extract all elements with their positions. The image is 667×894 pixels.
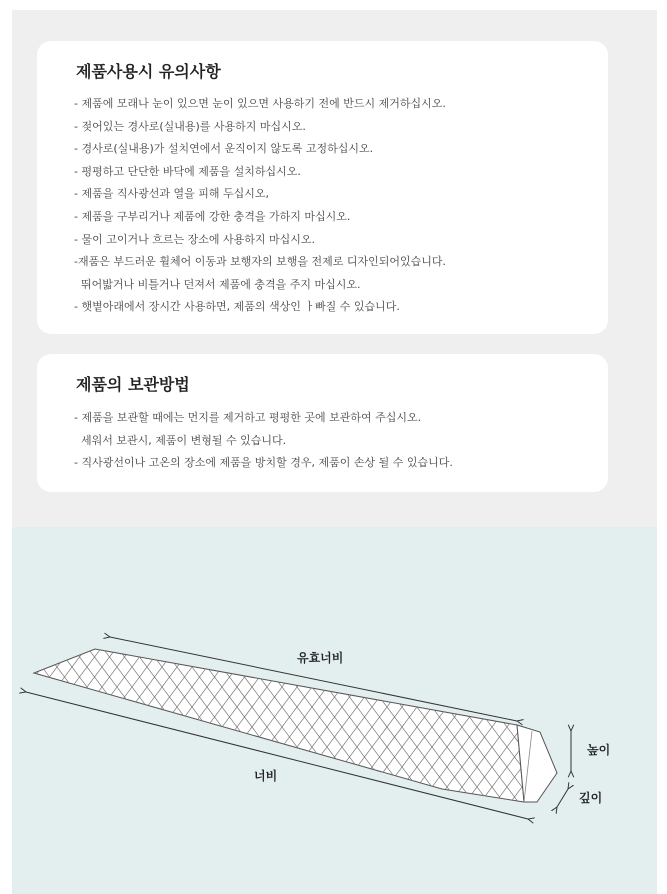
depth-arrow [557, 789, 568, 807]
ramp-dimension-diagram [12, 527, 657, 894]
usage-line: - 물이 고이거나 흐르는 장소에 사용하지 마십시오. [74, 232, 315, 246]
storage-line: - 제품을 보관할 때에는 먼지를 제거하고 평평한 곳에 보관하여 주십시오. [74, 411, 422, 424]
depth-label: 깊이 [579, 791, 603, 805]
effective-width-label: 유효너비 [297, 651, 344, 665]
usage-precautions-card [37, 41, 608, 334]
storage-method-title: 제품의 보관방법 [76, 375, 190, 394]
width-label: 너비 [254, 769, 278, 783]
info-section [12, 10, 657, 527]
height-label: 높이 [587, 743, 611, 757]
ramp-end-cap [517, 725, 557, 802]
usage-line: 뛰어밟거나 비틀거나 던져서 제품에 충격을 주지 마십시오. [74, 277, 361, 291]
usage-line: - 햇볕아래에서 장시간 사용하면, 제품의 색상인 ㅏ빠질 수 있습니다. [74, 300, 400, 314]
storage-method-card [37, 354, 608, 492]
usage-line: - 젖어있는 경사로(실내용)를 사용하지 마십시오. [74, 119, 306, 133]
storage-method-list [74, 407, 453, 475]
usage-precautions-title: 제품사용시 유의사항 [76, 62, 221, 81]
storage-line: 세워서 보관시, 제품이 변형될 수 있습니다. [74, 433, 287, 447]
storage-line: - 직사광선이나 고온의 장소에 제품을 방치할 경우, 제품이 손상 될 수 있습니다. [74, 456, 453, 470]
usage-precautions-list [74, 93, 446, 319]
ramp-dimension-section [12, 527, 657, 894]
ramp-top-surface [12, 527, 657, 894]
usage-line: - 제품을 직사광선과 열을 피해 두십시오, [74, 187, 269, 201]
usage-line: - 평평하고 단단한 바닥에 제품을 설치하십시오. [74, 164, 301, 178]
usage-line: - 경사로(실내용)가 설치연에서 운직이지 않도록 고정하십시오. [74, 142, 374, 156]
usage-line: - 제품을 구부리거나 제품에 강한 충격을 가하지 마십시오. [74, 209, 351, 223]
usage-line: -재품은 부드러운 휠체어 이동과 보행자의 보행을 전제로 디자인되어있습니다. [74, 255, 446, 269]
usage-line: - 제품에 모래나 눈이 있으면 눈이 있으면 사용하기 전에 반드시 제거하십시오. [74, 97, 446, 110]
